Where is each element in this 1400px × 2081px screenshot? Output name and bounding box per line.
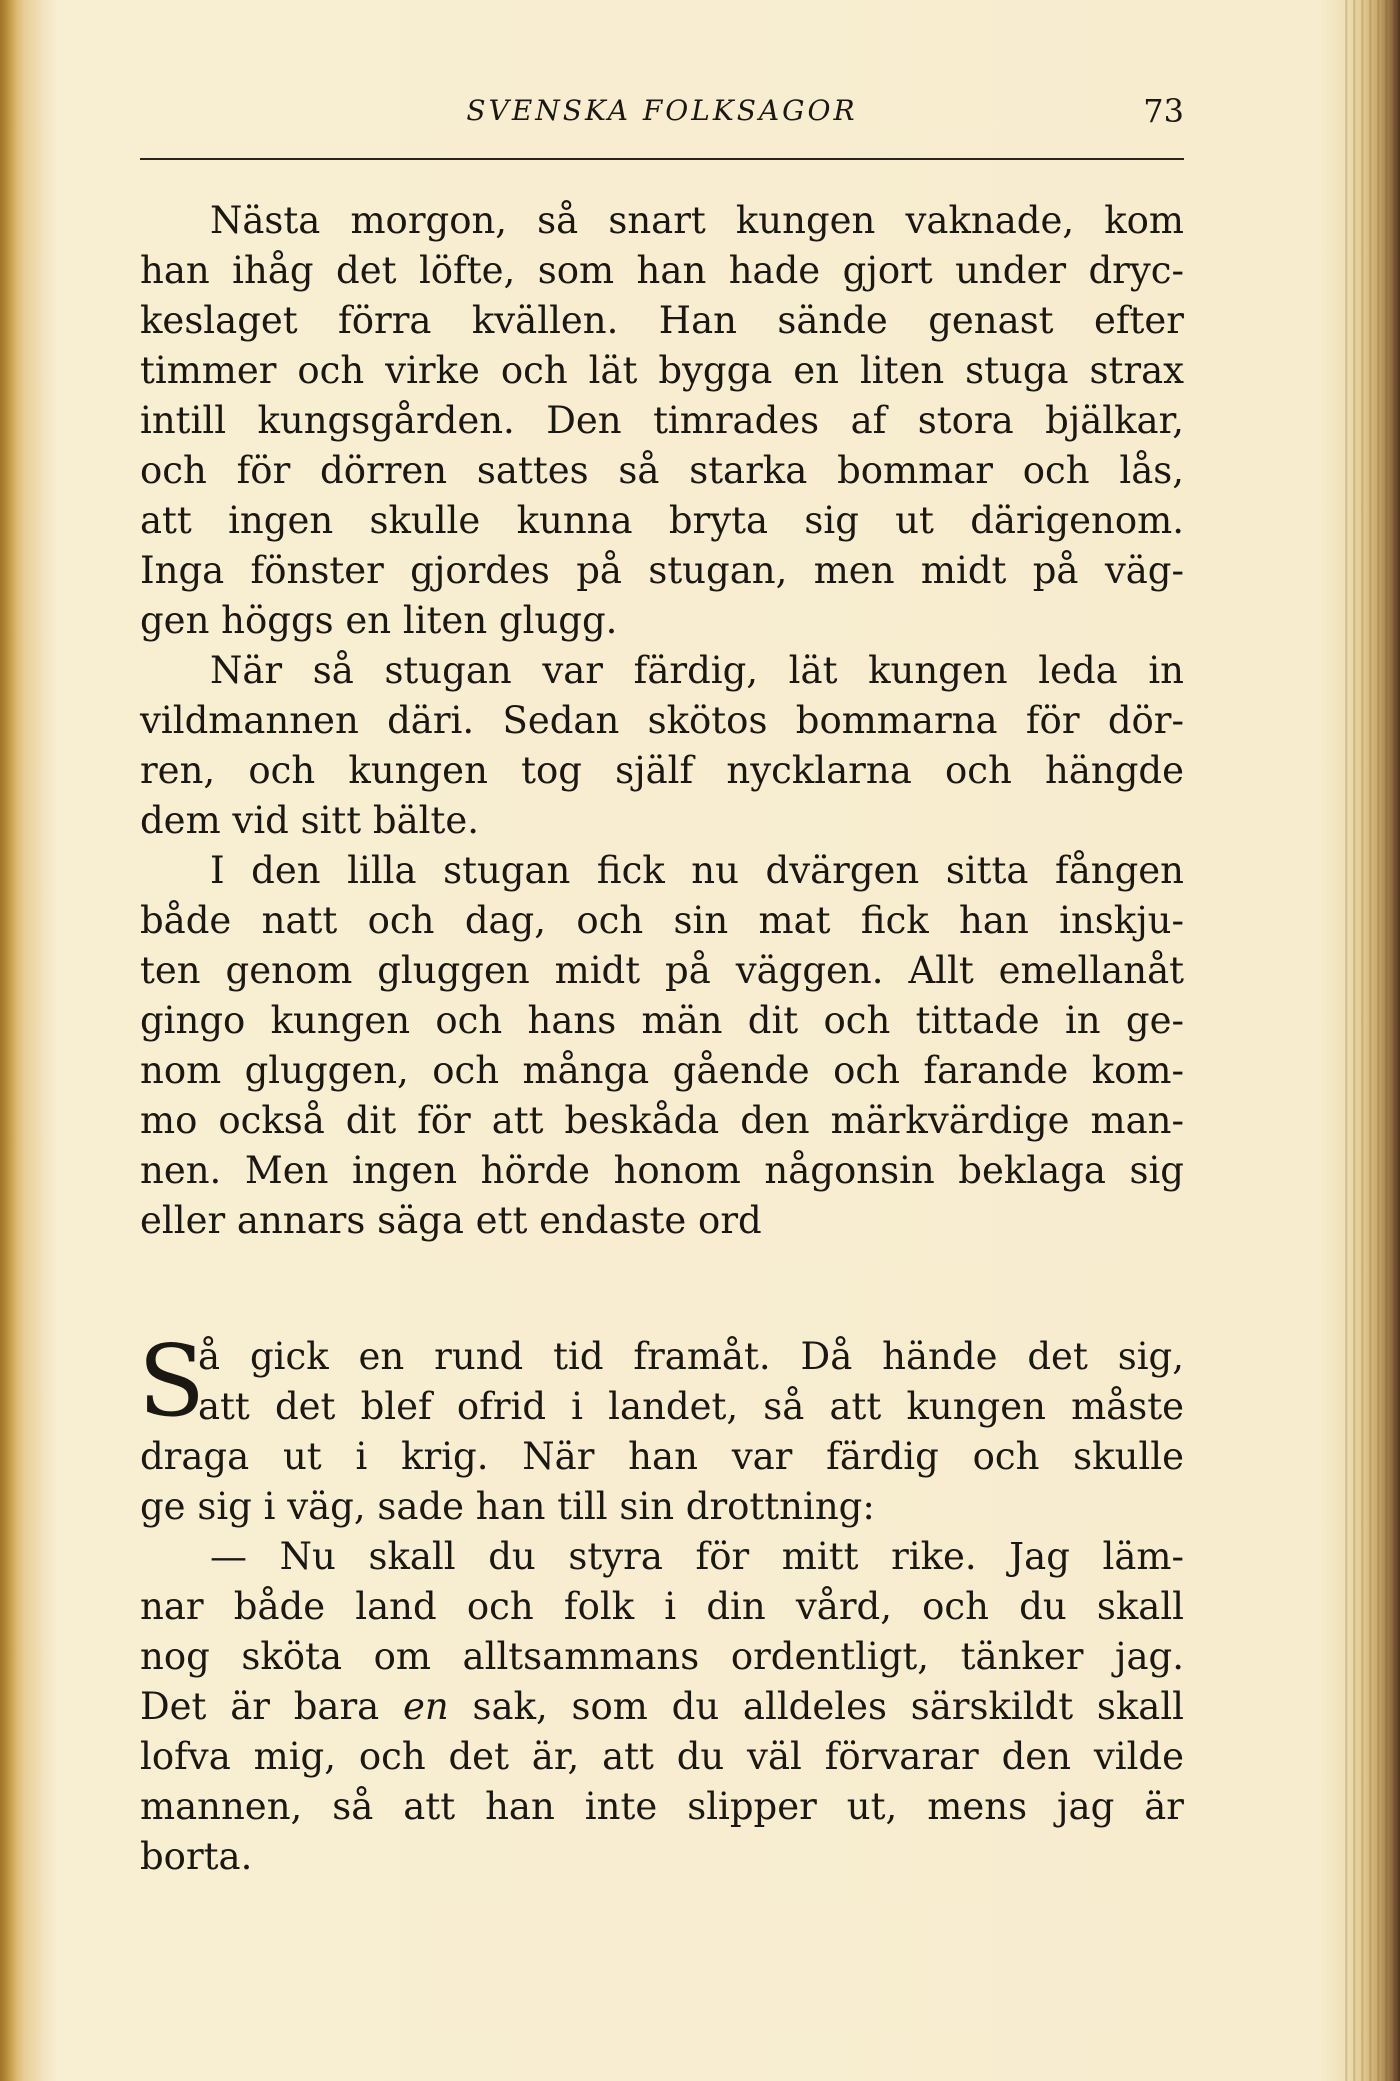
- text-line: både natt och dag, och sin mat fick han inskju-: [140, 899, 1184, 942]
- text-line: I den lilla stugan fick nu dvärgen sitta fången: [210, 849, 1184, 892]
- text-line: Inga fönster gjordes på stugan, men midt på väg-: [140, 549, 1184, 592]
- text-line: eller annars säga ett endaste ord: [140, 1199, 762, 1242]
- text-line: och för dörren sattes så starka bommar och lås,: [140, 449, 1184, 492]
- text-line: ren, och kungen tog själf nycklarna och hängde: [140, 749, 1184, 792]
- paragraph: [140, 196, 1184, 646]
- text-line: ten genom gluggen midt på väggen. Allt emellanåt: [140, 949, 1184, 992]
- section-break: [140, 1246, 1184, 1332]
- page-number: 73: [1143, 92, 1184, 130]
- spine-shadow: [0, 0, 56, 2081]
- text-line: nom gluggen, och många gående och farande kom-: [140, 1049, 1184, 1092]
- text-line: dem vid sitt bälte.: [140, 799, 480, 842]
- text-line: gen höggs en liten glugg.: [140, 599, 618, 642]
- body-text: [140, 196, 1184, 1882]
- text-line: [140, 1682, 1184, 1732]
- page-header: [140, 88, 1184, 144]
- paragraph: [138, 1325, 1184, 1532]
- page-edges: [1340, 0, 1400, 2081]
- text-line: lofva mig, och det är, att du väl förvarar den vilde: [140, 1735, 1184, 1778]
- text-line: Nästa morgon, så snart kungen vaknade, kom: [210, 199, 1184, 242]
- text-line: att ingen skulle kunna bryta sig ut därigenom.: [140, 499, 1184, 542]
- paragraph: [140, 646, 1184, 846]
- text-line: När så stugan var färdig, lät kungen leda in: [210, 649, 1184, 692]
- paragraph: [140, 846, 1184, 1246]
- text-line: nar både land och folk i din vård, och du skall: [140, 1585, 1184, 1628]
- text-line: — Nu skall du styra för mitt rike. Jag läm-: [210, 1535, 1184, 1578]
- text-line: att det blef ofrid i landet, så att kungen måste: [198, 1385, 1184, 1428]
- header-rule: [140, 158, 1184, 160]
- text-line: mannen, så att han inte slipper ut, mens jag är: [140, 1785, 1184, 1828]
- emphasis-text: en: [403, 1685, 449, 1728]
- text-segment: sak, som du alldeles särskildt skall: [472, 1685, 1184, 1728]
- text-line: ge sig i väg, sade han till sin drottning:: [140, 1485, 875, 1528]
- text-line: gingo kungen och hans män dit och tittade in ge-: [140, 999, 1184, 1042]
- paragraph: [140, 1532, 1184, 1882]
- text-line: nog sköta om alltsammans ordentligt, tänker jag.: [140, 1635, 1184, 1678]
- text-line: draga ut i krig. När han var färdig och skulle: [140, 1435, 1184, 1478]
- text-line: vildmannen däri. Sedan skötos bommarna för dör-: [140, 699, 1184, 742]
- text-line: borta.: [140, 1835, 253, 1878]
- text-segment: Det är bara: [140, 1685, 380, 1728]
- text-line: mo också dit för att beskåda den märkvärdige man-: [140, 1099, 1184, 1142]
- text-line: intill kungsgården. Den timrades af stora bjälkar,: [140, 399, 1184, 442]
- text-line: å gick en rund tid framåt. Då hände det sig,: [198, 1335, 1184, 1378]
- text-line: timmer och virke och lät bygga en liten stuga strax: [140, 349, 1184, 392]
- text-line: nen. Men ingen hörde honom någonsin beklaga sig: [140, 1149, 1184, 1192]
- text-line: han ihåg det löfte, som han hade gjort under dryc-: [140, 249, 1184, 292]
- drop-cap: S: [138, 1325, 206, 1439]
- text-line: keslaget förra kvällen. Han sände genast efter: [140, 299, 1184, 342]
- running-title: SVENSKA FOLKSAGOR: [466, 94, 858, 127]
